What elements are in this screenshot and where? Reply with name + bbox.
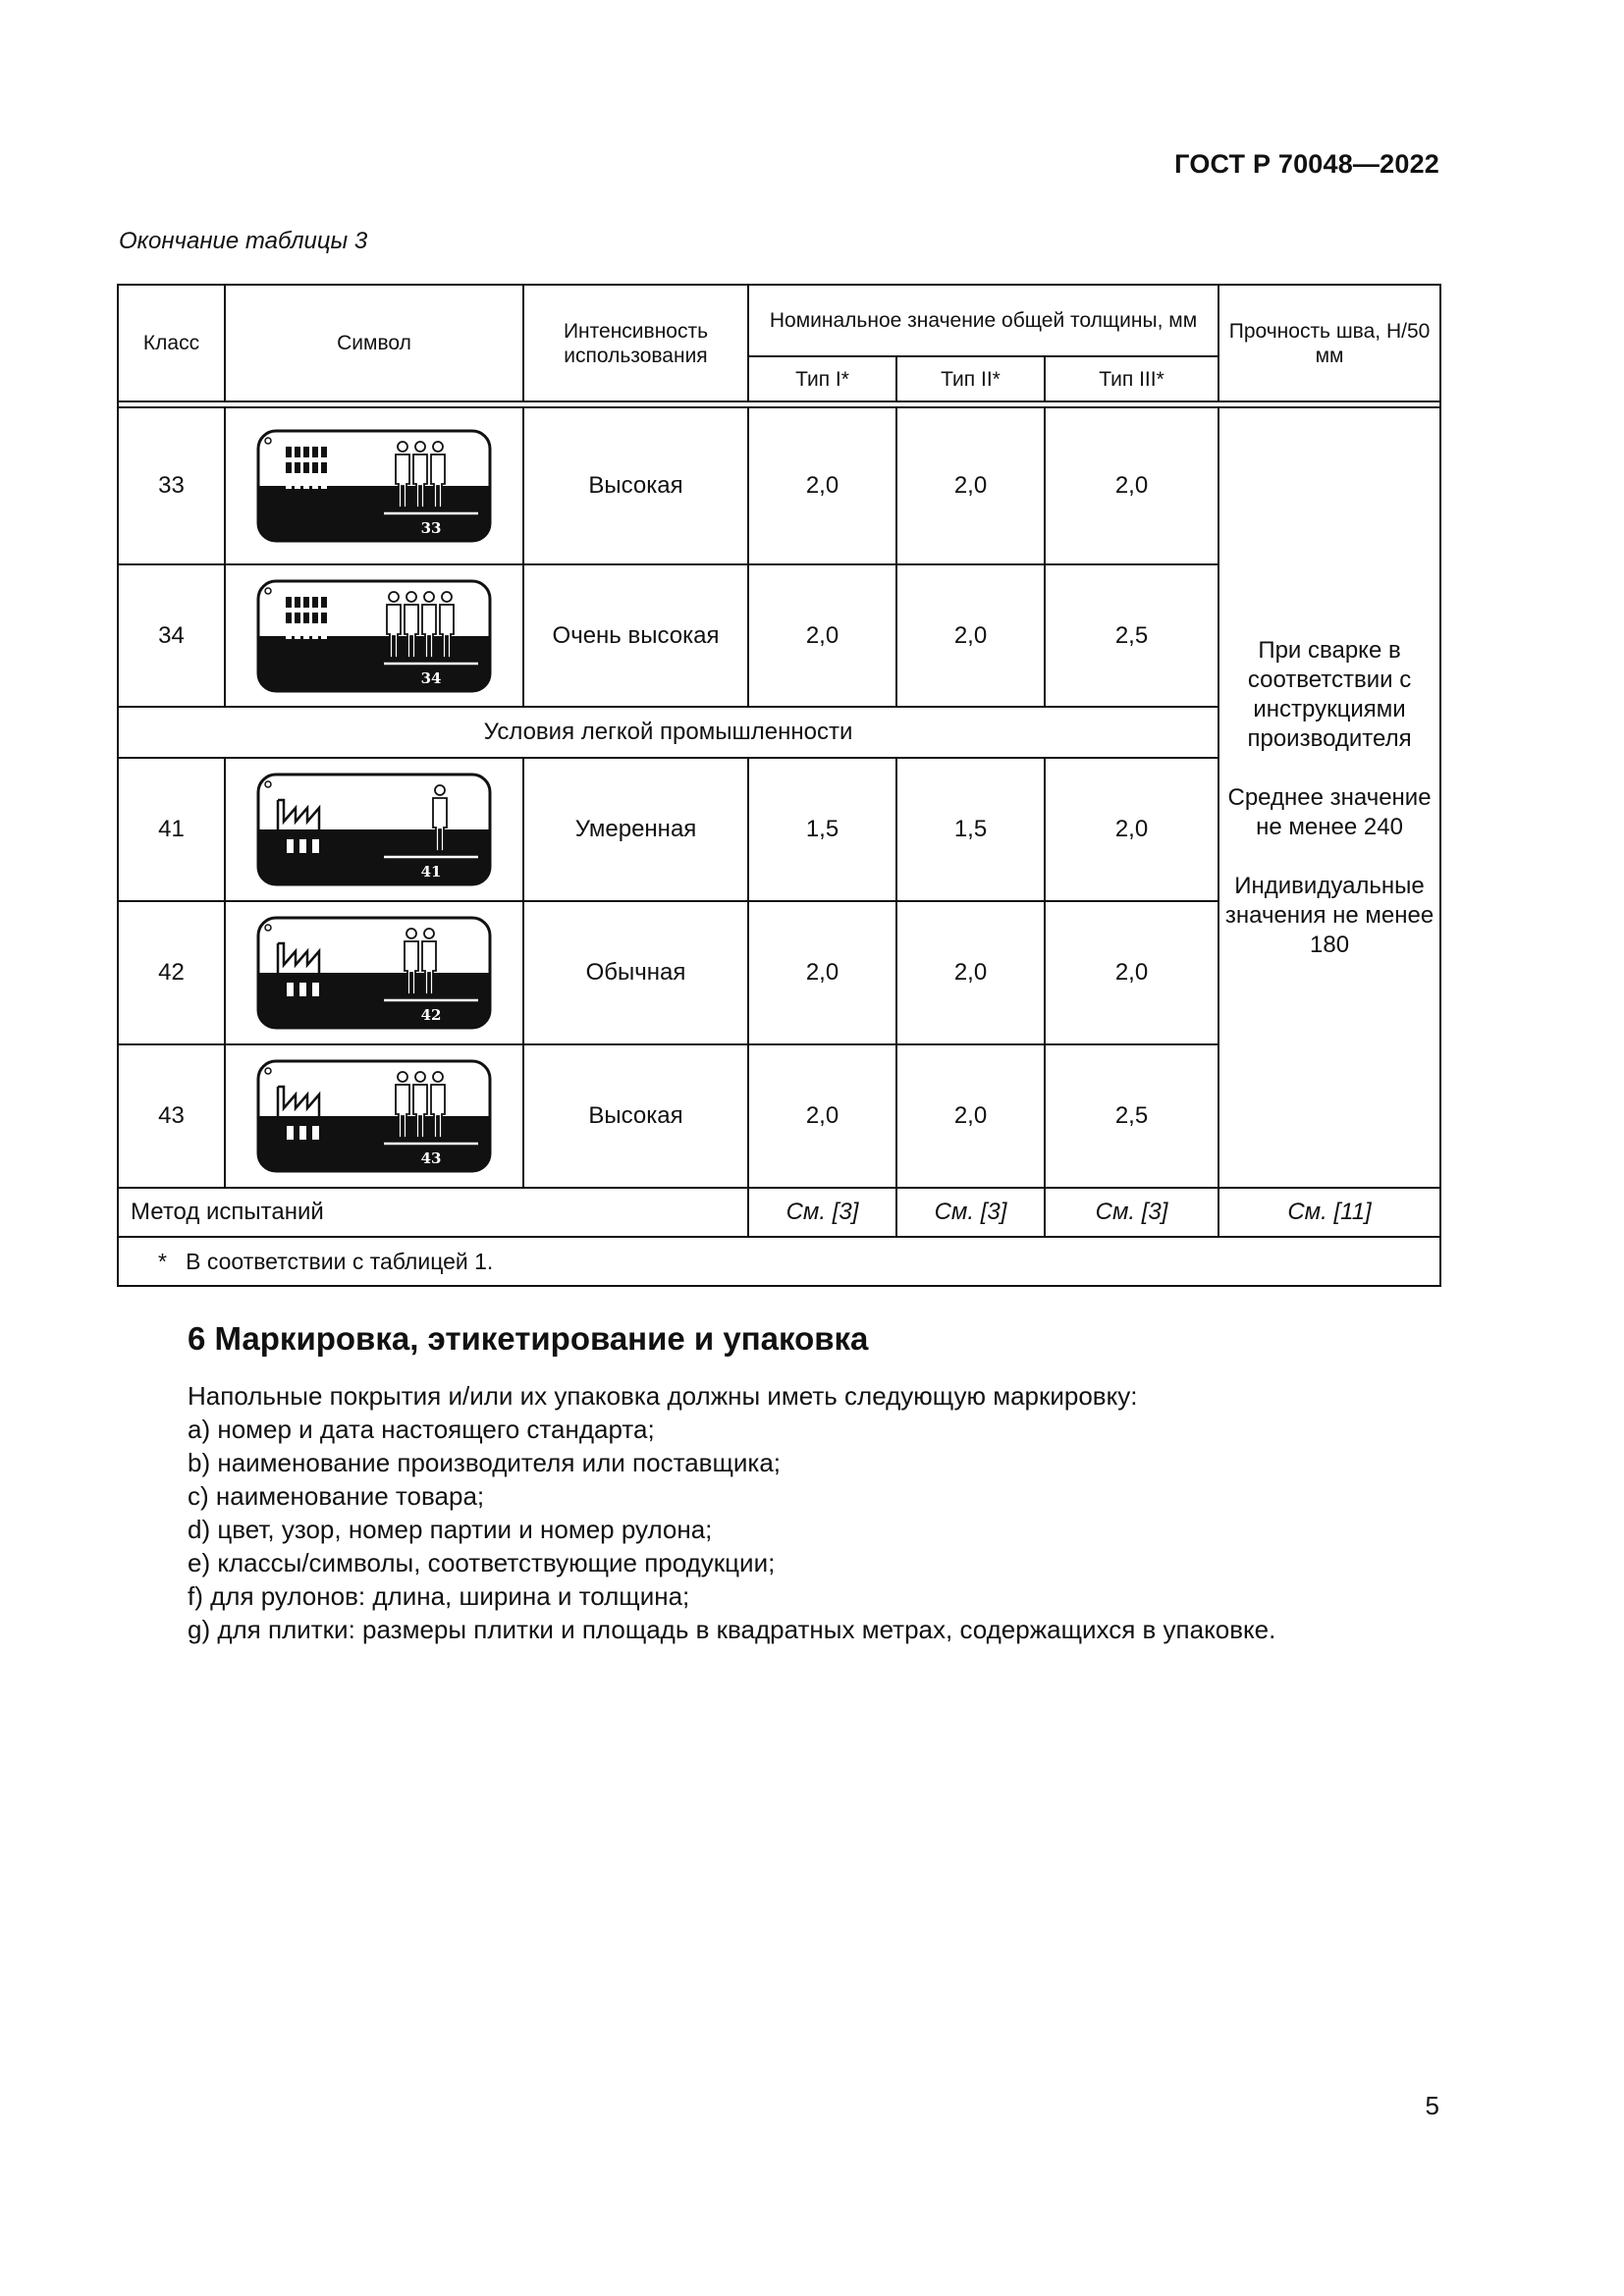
class-cell: 34 [118, 564, 225, 707]
footnote-text: В соответствии с таблицей 1. [186, 1248, 494, 1274]
svg-text:41: 41 [420, 863, 442, 881]
col-header-type3: Тип III* [1045, 356, 1218, 401]
symbol-cell [225, 758, 523, 901]
list-item: f) для рулонов: длина, ширина и толщина; [188, 1581, 690, 1611]
class-42-symbol-icon [256, 916, 492, 1030]
type2-cell: 2,0 [896, 901, 1045, 1044]
list-item: d) цвет, узор, номер партии и номер рулона; [188, 1515, 713, 1544]
class-33-symbol-icon [256, 429, 492, 543]
type2-cell: 2,0 [896, 564, 1045, 707]
strength-average: Среднее значение не менее 240 [1227, 783, 1432, 840]
type3-cell: 2,0 [1045, 758, 1218, 901]
intensity-cell: Очень высокая [523, 564, 748, 707]
method-type3: См. [3] [1045, 1188, 1218, 1237]
list-item: a) номер и дата настоящего стандарта; [188, 1415, 655, 1444]
method-type2: См. [3] [896, 1188, 1045, 1237]
type1-cell: 2,0 [748, 1044, 896, 1188]
classification-table [117, 284, 1441, 1287]
page-number: 5 [1425, 2091, 1439, 2120]
section-6-intro: Напольные покрытия и/или их упаковка должны иметь следующую маркировку: [188, 1381, 1138, 1411]
type1-cell: 2,0 [748, 564, 896, 707]
type3-cell: 2,5 [1045, 564, 1218, 707]
light-industry-heading: Условия легкой промышленности [118, 707, 1218, 758]
type3-cell: 2,5 [1045, 1044, 1218, 1188]
table-caption: Окончание таблицы 3 [119, 228, 368, 254]
section-6-title: 6 Маркировка, этикетирование и упаковка [188, 1320, 869, 1357]
method-label: Метод испытаний [118, 1188, 748, 1237]
footnote-row [118, 1237, 1440, 1286]
symbol-cell [225, 901, 523, 1044]
intensity-cell: Умеренная [523, 758, 748, 901]
intensity-cell: Высокая [523, 407, 748, 564]
col-header-intensity: Интенсивность использования [523, 285, 748, 401]
class-cell: 42 [118, 901, 225, 1044]
list-item: b) наименование производителя или поставщика; [188, 1448, 782, 1477]
type3-cell: 2,0 [1045, 901, 1218, 1044]
symbol-cell [225, 1044, 523, 1188]
col-header-thickness: Номинальное значение общей толщины, мм [748, 285, 1218, 356]
list-item: e) классы/символы, соответствующие продукции; [188, 1548, 776, 1577]
symbol-cell [225, 407, 523, 564]
col-header-strength: Прочность шва, Н/50 мм [1218, 285, 1440, 401]
document-header: ГОСТ Р 70048—2022 [1174, 149, 1439, 179]
svg-text:43: 43 [420, 1149, 442, 1167]
type1-cell: 2,0 [748, 901, 896, 1044]
strength-cell [1218, 407, 1440, 1188]
col-header-class: Класс [118, 285, 225, 401]
section-6-body [188, 1379, 1415, 1646]
col-header-symbol: Символ [225, 285, 523, 401]
type2-cell: 1,5 [896, 758, 1045, 901]
list-item: c) наименование товара; [188, 1481, 485, 1511]
method-strength: См. [11] [1218, 1188, 1440, 1237]
svg-text:33: 33 [420, 519, 442, 537]
method-type1: См. [3] [748, 1188, 896, 1237]
table-row [118, 407, 1440, 564]
class-43-symbol-icon [256, 1059, 492, 1173]
list-item: g) для плитки: размеры плитки и площадь в квадратных метрах, содержащихся в упаковке. [188, 1615, 1276, 1644]
type3-cell: 2,0 [1045, 407, 1218, 564]
class-cell: 33 [118, 407, 225, 564]
strength-welding: При сварке в соответствии с инструкциями производителя [1247, 636, 1412, 752]
table-footnote [118, 1237, 1440, 1286]
class-34-symbol-icon [256, 579, 492, 693]
footnote-mark: * [158, 1248, 167, 1274]
type2-cell: 2,0 [896, 407, 1045, 564]
intensity-cell: Обычная [523, 901, 748, 1044]
svg-text:42: 42 [420, 1006, 442, 1024]
col-header-type2: Тип II* [896, 356, 1045, 401]
type2-cell: 2,0 [896, 1044, 1045, 1188]
symbol-cell [225, 564, 523, 707]
col-header-type1: Тип I* [748, 356, 896, 401]
class-cell: 41 [118, 758, 225, 901]
class-41-symbol-icon [256, 773, 492, 886]
type1-cell: 1,5 [748, 758, 896, 901]
class-cell: 43 [118, 1044, 225, 1188]
svg-text:34: 34 [420, 668, 442, 687]
strength-individual: Индивидуальные значения не менее 180 [1224, 872, 1435, 958]
intensity-cell: Высокая [523, 1044, 748, 1188]
type1-cell: 2,0 [748, 407, 896, 564]
method-row [118, 1188, 1440, 1237]
